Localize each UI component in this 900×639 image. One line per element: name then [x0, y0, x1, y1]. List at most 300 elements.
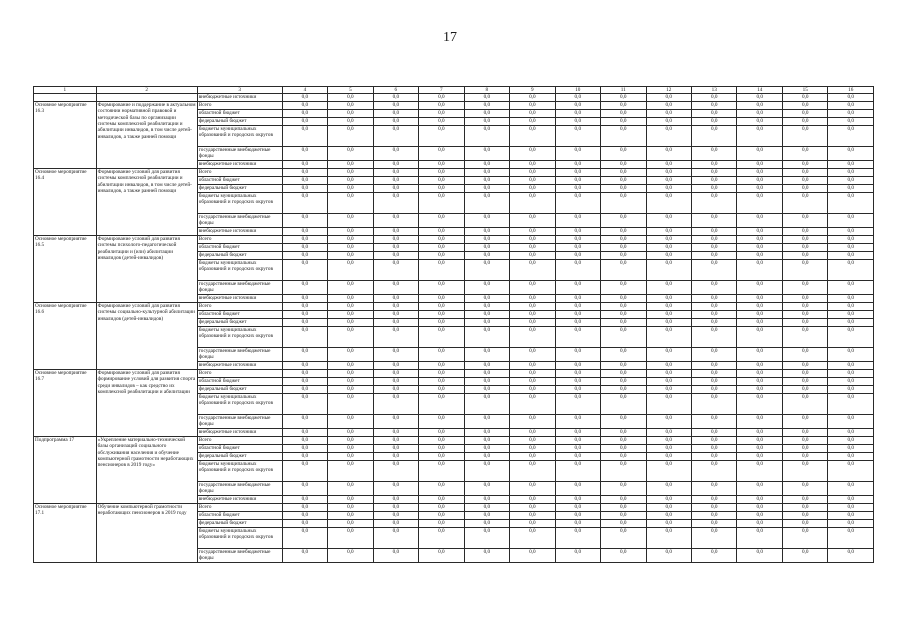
value-cell: 0,0 — [282, 251, 327, 259]
page-number: 17 — [443, 30, 457, 45]
value-cell: 0,0 — [373, 168, 418, 176]
value-cell: 0,0 — [510, 428, 555, 436]
value-cell: 0,0 — [692, 310, 737, 318]
value-cell: 0,0 — [373, 259, 418, 280]
value-cell: 0,0 — [419, 146, 464, 160]
column-number: 7 — [419, 87, 464, 94]
value-cell: 0,0 — [601, 192, 646, 213]
value-cell: 0,0 — [464, 294, 509, 302]
value-cell: 0,0 — [419, 259, 464, 280]
value-cell: 0,0 — [373, 280, 418, 294]
value-cell: 0,0 — [373, 414, 418, 428]
value-cell: 0,0 — [464, 347, 509, 361]
value-cell: 0,0 — [601, 160, 646, 168]
value-cell: 0,0 — [737, 243, 782, 251]
value-cell: 0,0 — [555, 548, 600, 562]
value-cell: 0,0 — [373, 318, 418, 326]
value-cell: 0,0 — [464, 101, 509, 109]
value-cell: 0,0 — [646, 117, 691, 125]
value-cell: 0,0 — [510, 160, 555, 168]
value-cell: 0,0 — [328, 168, 373, 176]
value-cell: 0,0 — [373, 393, 418, 414]
value-cell: 0,0 — [510, 495, 555, 503]
value-cell: 0,0 — [464, 168, 509, 176]
column-number: 9 — [510, 87, 555, 94]
value-cell: 0,0 — [828, 94, 874, 101]
value-cell: 0,0 — [601, 213, 646, 227]
column-number: 12 — [646, 87, 691, 94]
value-cell: 0,0 — [464, 481, 509, 495]
value-cell: 0,0 — [555, 452, 600, 460]
value-cell: 0,0 — [373, 227, 418, 235]
value-cell: 0,0 — [782, 94, 827, 101]
column-number: 16 — [828, 87, 874, 94]
value-cell: 0,0 — [464, 146, 509, 160]
value-cell: 0,0 — [737, 94, 782, 101]
value-cell: 0,0 — [419, 452, 464, 460]
value-cell: 0,0 — [601, 294, 646, 302]
value-cell: 0,0 — [555, 414, 600, 428]
value-cell: 0,0 — [692, 369, 737, 377]
value-cell: 0,0 — [737, 369, 782, 377]
funding-source: бюджеты муниципальных образований и городских округов — [197, 326, 282, 347]
value-cell: 0,0 — [328, 160, 373, 168]
value-cell: 0,0 — [419, 294, 464, 302]
value-cell: 0,0 — [555, 495, 600, 503]
value-cell: 0,0 — [464, 280, 509, 294]
value-cell: 0,0 — [510, 511, 555, 519]
value-cell: 0,0 — [737, 109, 782, 117]
value-cell: 0,0 — [510, 452, 555, 460]
value-cell: 0,0 — [510, 235, 555, 243]
value-cell: 0,0 — [782, 235, 827, 243]
value-cell: 0,0 — [555, 176, 600, 184]
value-cell: 0,0 — [782, 125, 827, 146]
funding-source: Всего — [197, 168, 282, 176]
funding-source: областной бюджет — [197, 109, 282, 117]
value-cell: 0,0 — [373, 361, 418, 369]
value-cell: 0,0 — [782, 227, 827, 235]
value-cell: 0,0 — [282, 125, 327, 146]
value-cell: 0,0 — [782, 243, 827, 251]
funding-source: федеральный бюджет — [197, 251, 282, 259]
value-cell: 0,0 — [510, 251, 555, 259]
value-cell: 0,0 — [646, 227, 691, 235]
value-cell: 0,0 — [464, 527, 509, 548]
value-cell: 0,0 — [419, 414, 464, 428]
value-cell: 0,0 — [555, 168, 600, 176]
funding-source: государственные внебюджетные фонды — [197, 347, 282, 361]
value-cell: 0,0 — [510, 369, 555, 377]
value-cell: 0,0 — [828, 361, 874, 369]
value-cell: 0,0 — [328, 361, 373, 369]
value-cell: 0,0 — [282, 503, 327, 511]
value-cell: 0,0 — [646, 527, 691, 548]
value-cell: 0,0 — [510, 361, 555, 369]
value-cell: 0,0 — [373, 160, 418, 168]
value-cell: 0,0 — [282, 94, 327, 101]
value-cell: 0,0 — [646, 310, 691, 318]
value-cell: 0,0 — [282, 259, 327, 280]
column-number-row — [34, 87, 874, 94]
value-cell: 0,0 — [601, 495, 646, 503]
funding-source: бюджеты муниципальных образований и городских округов — [197, 192, 282, 213]
value-cell: 0,0 — [782, 117, 827, 125]
value-cell: 0,0 — [373, 109, 418, 117]
value-cell: 0,0 — [328, 495, 373, 503]
value-cell: 0,0 — [328, 117, 373, 125]
value-cell: 0,0 — [373, 369, 418, 377]
value-cell: 0,0 — [328, 125, 373, 146]
value-cell: 0,0 — [601, 310, 646, 318]
value-cell: 0,0 — [510, 109, 555, 117]
value-cell: 0,0 — [555, 101, 600, 109]
value-cell: 0,0 — [601, 227, 646, 235]
value-cell: 0,0 — [373, 294, 418, 302]
value-cell: 0,0 — [828, 192, 874, 213]
value-cell: 0,0 — [328, 294, 373, 302]
value-cell: 0,0 — [737, 414, 782, 428]
value-cell: 0,0 — [510, 280, 555, 294]
value-cell: 0,0 — [601, 511, 646, 519]
value-cell: 0,0 — [601, 452, 646, 460]
value-cell: 0,0 — [737, 436, 782, 444]
value-cell: 0,0 — [419, 548, 464, 562]
value-cell: 0,0 — [373, 326, 418, 347]
value-cell: 0,0 — [419, 125, 464, 146]
value-cell: 0,0 — [419, 302, 464, 310]
value-cell: 0,0 — [373, 347, 418, 361]
value-cell: 0,0 — [646, 243, 691, 251]
value-cell: 0,0 — [646, 481, 691, 495]
value-cell: 0,0 — [555, 369, 600, 377]
column-number: 14 — [737, 87, 782, 94]
value-cell: 0,0 — [646, 548, 691, 562]
value-cell: 0,0 — [737, 377, 782, 385]
value-cell: 0,0 — [555, 385, 600, 393]
measure-title: Формирование условий для развития системы комплексной реабилитации и абилитации инвалидов, в том числе детей-инвалидов, а также ранней помощи — [96, 168, 197, 235]
value-cell: 0,0 — [601, 109, 646, 117]
value-cell: 0,0 — [782, 326, 827, 347]
value-cell: 0,0 — [282, 192, 327, 213]
value-cell: 0,0 — [737, 168, 782, 176]
value-cell: 0,0 — [692, 184, 737, 192]
value-cell: 0,0 — [737, 519, 782, 527]
value-cell: 0,0 — [692, 146, 737, 160]
value-cell: 0,0 — [373, 251, 418, 259]
value-cell: 0,0 — [373, 436, 418, 444]
value-cell: 0,0 — [328, 192, 373, 213]
value-cell: 0,0 — [328, 436, 373, 444]
value-cell: 0,0 — [282, 460, 327, 481]
funding-source: внебюджетные источники — [197, 361, 282, 369]
value-cell: 0,0 — [555, 192, 600, 213]
value-cell: 0,0 — [555, 481, 600, 495]
value-cell: 0,0 — [828, 213, 874, 227]
value-cell: 0,0 — [646, 436, 691, 444]
value-cell: 0,0 — [601, 176, 646, 184]
value-cell: 0,0 — [282, 519, 327, 527]
value-cell: 0,0 — [828, 146, 874, 160]
value-cell: 0,0 — [646, 326, 691, 347]
value-cell: 0,0 — [282, 184, 327, 192]
column-number: 8 — [464, 87, 509, 94]
value-cell: 0,0 — [828, 176, 874, 184]
value-cell: 0,0 — [510, 503, 555, 511]
value-cell: 0,0 — [782, 160, 827, 168]
value-cell: 0,0 — [782, 495, 827, 503]
funding-source: бюджеты муниципальных образований и городских округов — [197, 125, 282, 146]
value-cell: 0,0 — [510, 444, 555, 452]
value-cell: 0,0 — [782, 436, 827, 444]
column-number: 2 — [96, 87, 197, 94]
value-cell: 0,0 — [419, 227, 464, 235]
value-cell: 0,0 — [601, 168, 646, 176]
value-cell: 0,0 — [692, 176, 737, 184]
value-cell: 0,0 — [782, 369, 827, 377]
column-number: 13 — [692, 87, 737, 94]
value-cell: 0,0 — [692, 243, 737, 251]
value-cell: 0,0 — [692, 117, 737, 125]
table-row — [34, 302, 874, 310]
funding-source: областной бюджет — [197, 310, 282, 318]
value-cell: 0,0 — [601, 436, 646, 444]
value-cell: 0,0 — [646, 503, 691, 511]
value-cell: 0,0 — [555, 428, 600, 436]
funding-source: бюджеты муниципальных образований и городских округов — [197, 393, 282, 414]
value-cell: 0,0 — [510, 519, 555, 527]
value-cell: 0,0 — [464, 259, 509, 280]
value-cell: 0,0 — [782, 251, 827, 259]
value-cell: 0,0 — [737, 302, 782, 310]
value-cell: 0,0 — [373, 481, 418, 495]
value-cell: 0,0 — [282, 310, 327, 318]
value-cell: 0,0 — [328, 393, 373, 414]
value-cell: 0,0 — [464, 548, 509, 562]
value-cell: 0,0 — [601, 326, 646, 347]
value-cell: 0,0 — [510, 377, 555, 385]
value-cell: 0,0 — [737, 347, 782, 361]
value-cell: 0,0 — [510, 227, 555, 235]
funding-source: внебюджетные источники — [197, 428, 282, 436]
value-cell: 0,0 — [555, 259, 600, 280]
measure-code: Основное мероприятие 16.6 — [34, 302, 97, 369]
value-cell: 0,0 — [692, 318, 737, 326]
value-cell: 0,0 — [692, 235, 737, 243]
value-cell: 0,0 — [510, 548, 555, 562]
value-cell: 0,0 — [737, 125, 782, 146]
value-cell: 0,0 — [464, 444, 509, 452]
value-cell: 0,0 — [692, 414, 737, 428]
value-cell: 0,0 — [373, 176, 418, 184]
value-cell: 0,0 — [328, 481, 373, 495]
value-cell: 0,0 — [510, 101, 555, 109]
value-cell: 0,0 — [601, 259, 646, 280]
value-cell: 0,0 — [692, 393, 737, 414]
value-cell: 0,0 — [328, 94, 373, 101]
value-cell: 0,0 — [601, 377, 646, 385]
value-cell: 0,0 — [510, 125, 555, 146]
value-cell: 0,0 — [601, 444, 646, 452]
value-cell: 0,0 — [828, 310, 874, 318]
value-cell: 0,0 — [646, 101, 691, 109]
value-cell: 0,0 — [646, 280, 691, 294]
value-cell: 0,0 — [828, 251, 874, 259]
value-cell: 0,0 — [737, 393, 782, 414]
value-cell: 0,0 — [328, 176, 373, 184]
column-number: 1 — [34, 87, 97, 94]
value-cell: 0,0 — [828, 428, 874, 436]
value-cell: 0,0 — [510, 192, 555, 213]
value-cell: 0,0 — [782, 385, 827, 393]
value-cell: 0,0 — [692, 101, 737, 109]
value-cell: 0,0 — [782, 109, 827, 117]
value-cell: 0,0 — [282, 176, 327, 184]
value-cell: 0,0 — [646, 385, 691, 393]
value-cell: 0,0 — [737, 548, 782, 562]
value-cell: 0,0 — [464, 109, 509, 117]
value-cell: 0,0 — [328, 280, 373, 294]
value-cell: 0,0 — [828, 235, 874, 243]
value-cell: 0,0 — [464, 160, 509, 168]
funding-source: областной бюджет — [197, 511, 282, 519]
value-cell: 0,0 — [782, 294, 827, 302]
value-cell: 0,0 — [828, 444, 874, 452]
value-cell: 0,0 — [419, 428, 464, 436]
value-cell: 0,0 — [692, 251, 737, 259]
funding-source: государственные внебюджетные фонды — [197, 146, 282, 160]
value-cell: 0,0 — [692, 495, 737, 503]
measure-title: «Укрепление материально-технической базы организаций социального обслуживания населения и обучение компьютерной грамотности неработающих пенсионеров в 2019 году» — [96, 436, 197, 503]
value-cell: 0,0 — [601, 428, 646, 436]
value-cell: 0,0 — [282, 235, 327, 243]
empty-cell — [96, 94, 197, 101]
value-cell: 0,0 — [510, 259, 555, 280]
value-cell: 0,0 — [419, 460, 464, 481]
value-cell: 0,0 — [692, 527, 737, 548]
value-cell: 0,0 — [737, 503, 782, 511]
value-cell: 0,0 — [464, 94, 509, 101]
value-cell: 0,0 — [555, 94, 600, 101]
value-cell: 0,0 — [555, 227, 600, 235]
funding-source: федеральный бюджет — [197, 318, 282, 326]
value-cell: 0,0 — [646, 519, 691, 527]
value-cell: 0,0 — [828, 393, 874, 414]
value-cell: 0,0 — [782, 481, 827, 495]
value-cell: 0,0 — [737, 176, 782, 184]
funding-source: Всего — [197, 369, 282, 377]
value-cell: 0,0 — [555, 109, 600, 117]
value-cell: 0,0 — [646, 511, 691, 519]
funding-source: федеральный бюджет — [197, 184, 282, 192]
value-cell: 0,0 — [555, 519, 600, 527]
value-cell: 0,0 — [646, 428, 691, 436]
value-cell: 0,0 — [282, 428, 327, 436]
value-cell: 0,0 — [692, 213, 737, 227]
value-cell: 0,0 — [282, 117, 327, 125]
value-cell: 0,0 — [464, 503, 509, 511]
value-cell: 0,0 — [282, 302, 327, 310]
value-cell: 0,0 — [328, 235, 373, 243]
value-cell: 0,0 — [373, 302, 418, 310]
value-cell: 0,0 — [419, 176, 464, 184]
value-cell: 0,0 — [737, 460, 782, 481]
value-cell: 0,0 — [692, 519, 737, 527]
value-cell: 0,0 — [282, 452, 327, 460]
value-cell: 0,0 — [828, 259, 874, 280]
value-cell: 0,0 — [419, 280, 464, 294]
value-cell: 0,0 — [737, 101, 782, 109]
value-cell: 0,0 — [510, 481, 555, 495]
value-cell: 0,0 — [328, 184, 373, 192]
value-cell: 0,0 — [782, 280, 827, 294]
value-cell: 0,0 — [510, 184, 555, 192]
value-cell: 0,0 — [737, 146, 782, 160]
value-cell: 0,0 — [737, 294, 782, 302]
value-cell: 0,0 — [646, 361, 691, 369]
value-cell: 0,0 — [601, 94, 646, 101]
value-cell: 0,0 — [373, 192, 418, 213]
value-cell: 0,0 — [782, 192, 827, 213]
value-cell: 0,0 — [782, 101, 827, 109]
value-cell: 0,0 — [782, 511, 827, 519]
value-cell: 0,0 — [646, 109, 691, 117]
value-cell: 0,0 — [328, 326, 373, 347]
value-cell: 0,0 — [646, 259, 691, 280]
value-cell: 0,0 — [692, 548, 737, 562]
value-cell: 0,0 — [828, 347, 874, 361]
value-cell: 0,0 — [464, 326, 509, 347]
value-cell: 0,0 — [555, 294, 600, 302]
value-cell: 0,0 — [419, 519, 464, 527]
value-cell: 0,0 — [373, 213, 418, 227]
value-cell: 0,0 — [828, 377, 874, 385]
value-cell: 0,0 — [282, 326, 327, 347]
value-cell: 0,0 — [373, 511, 418, 519]
value-cell: 0,0 — [555, 125, 600, 146]
funding-source: внебюджетные источники — [197, 160, 282, 168]
value-cell: 0,0 — [828, 326, 874, 347]
value-cell: 0,0 — [692, 436, 737, 444]
value-cell: 0,0 — [692, 259, 737, 280]
value-cell: 0,0 — [555, 527, 600, 548]
value-cell: 0,0 — [601, 302, 646, 310]
value-cell: 0,0 — [646, 369, 691, 377]
value-cell: 0,0 — [282, 548, 327, 562]
measure-title: Формирование условий для развития системы социально-культурной абилитации инвалидов (детей-инвалидов) — [96, 302, 197, 369]
value-cell: 0,0 — [828, 385, 874, 393]
value-cell: 0,0 — [555, 460, 600, 481]
value-cell: 0,0 — [282, 227, 327, 235]
value-cell: 0,0 — [282, 101, 327, 109]
value-cell: 0,0 — [828, 101, 874, 109]
value-cell: 0,0 — [373, 184, 418, 192]
value-cell: 0,0 — [601, 369, 646, 377]
value-cell: 0,0 — [555, 393, 600, 414]
funding-source: Всего — [197, 436, 282, 444]
value-cell: 0,0 — [464, 511, 509, 519]
value-cell: 0,0 — [373, 503, 418, 511]
value-cell: 0,0 — [555, 444, 600, 452]
value-cell: 0,0 — [692, 452, 737, 460]
value-cell: 0,0 — [782, 527, 827, 548]
value-cell: 0,0 — [782, 302, 827, 310]
value-cell: 0,0 — [510, 527, 555, 548]
value-cell: 0,0 — [419, 94, 464, 101]
value-cell: 0,0 — [828, 294, 874, 302]
value-cell: 0,0 — [828, 495, 874, 503]
value-cell: 0,0 — [692, 227, 737, 235]
